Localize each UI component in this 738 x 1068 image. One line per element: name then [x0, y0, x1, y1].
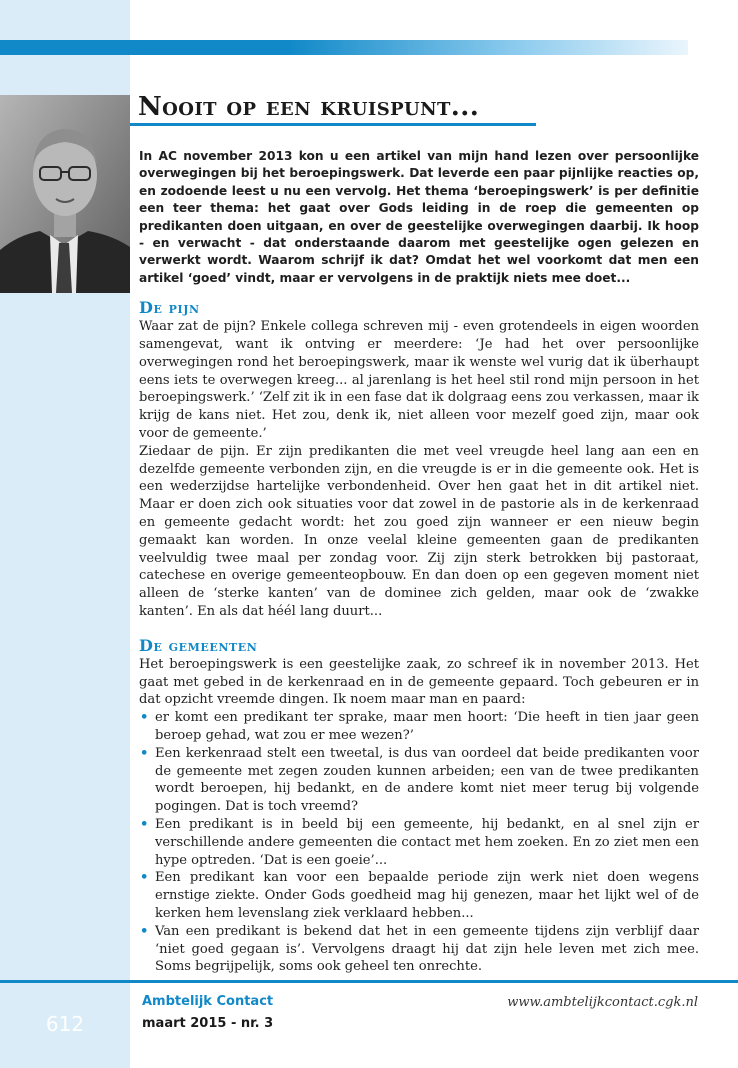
issue-date: maart 2015 - nr. 3: [142, 1016, 274, 1031]
section-pijn-paragraph-2: Ziedaar de pijn. Er zijn predikanten die met veel vreugde heel lang aan een en dezelfde gemeente verbonden zijn, en die vreugde is er in die gemeente ook. Het is een wederzijdse hartelijke verbondenheid. Over hen gaat het in dit artikel niet. Maar er doen zich ook situaties voor dat zowel in de pastorie als in de kerkenraad en gemeente gedacht wordt: het zou goed zijn wanneer er een nieuw begin gemaakt kan worden. In onze veelal kleine gemeenten gaan de predikanten veelvuldig twee maal per zondag voor. Zij zijn sterk betrokken bij pastoraat, catechese en overige gemeenteopbouw. En dan doen op een gegeven moment niet alleen de ‘sterke kanten’ van de dominee zich gelden, maar ook de ‘zwakke kanten’. En als dat héél lang duurt...: [139, 443, 699, 619]
section-heading-pijn: De pijn: [139, 298, 200, 318]
list-item-text: Een predikant kan voor een bepaalde periode zijn werk niet doen wegens ernstige ziekte. Onder Gods goedheid mag hij genezen, maar het lijkt wel of de kerken hem levenslang ziek verklaard hebben...: [155, 870, 699, 921]
list-item: [139, 745, 699, 816]
author-portrait-icon: [0, 95, 130, 293]
list-item-text: er komt een predikant ter sprake, maar men hoort: ‘Die heeft in tien jaar geen beroep gehad, wat zou er mee wezen?’: [155, 710, 699, 743]
bullet-dot-icon: •: [140, 923, 149, 939]
section-gemeenten-paragraph: Het beroepingswerk is een geestelijke zaak, zo schreef ik in november 2013. Het gaat met gebed in de kerkenraad en in de gemeente gepaard. Toch gebeuren er in dat opzicht vreemde dingen. Ik noem maar man en paard:: [139, 656, 699, 708]
top-gradient-bar: [0, 40, 688, 55]
list-item: [139, 709, 699, 745]
bullet-dot-icon: •: [140, 710, 149, 726]
list-item: [139, 816, 699, 869]
bullet-dot-icon: •: [140, 870, 149, 886]
bullet-dot-icon: •: [140, 816, 149, 832]
list-item-text: Een kerkenraad stelt een tweetal, is dus van oordeel dat beide predikanten voor de gemeente met zegen zouden kunnen arbeiden; een van de twee predikanten wordt beroepen, hij bedankt, en de andere komt niet meer terug bij volgende pogingen. Dat is toch vreemd?: [155, 745, 699, 815]
title-underline: [130, 123, 536, 126]
list-item: [139, 869, 699, 922]
footer-rule: [0, 980, 738, 983]
author-photo: [0, 95, 130, 293]
list-item-text: Een predikant is in beeld bij een gemeente, hij bedankt, en al snel zijn er verschillende andere gemeenten die contact met hem zoeken. En zo ziet men een hype optreden. ‘Dat is een goeie’...: [155, 816, 699, 868]
bullet-list: [139, 709, 699, 976]
article-intro: In AC november 2013 kon u een artikel van mijn hand lezen over persoonlijke overwegingen bij het beroepingswerk. Dat leverde een paar pijnlijke reacties op, en zodoende leest u nu een vervolg. Het thema ‘beroepingswerk’ is per definitie een teer thema: het gaat over Gods leiding in de roep die gemeenten op predikanten doen uitgaan, en over de geestelijke overwegingen daarbij. Ik hoop - en verwacht - dat onderstaande daarom met geestelijke ogen gelezen en verwerkt wordt. Waarom schrijf ik dat? Omdat het wel voorkomt dat men een artikel ‘goed’ vindt, maar er vervolgens in de praktijk niets mee doet...: [139, 149, 699, 285]
publication-name: Ambtelijk Contact: [142, 994, 274, 1009]
article-title: Nooit op een kruispunt...: [138, 92, 480, 122]
article-body: [139, 148, 699, 976]
page-number: 612: [45, 1012, 85, 1036]
list-item-text: Van een predikant is bekend dat het in een gemeente tijdens zijn verblijf daar ‘niet goed gegaan is’. Vervolgens draagt hij dat zijn hele leven met zich mee. Soms begrijpelijk, soms ook geheel ten onrechte.: [155, 923, 699, 975]
section-heading-gemeenten: De gemeenten: [139, 635, 258, 655]
list-item: [139, 923, 699, 976]
section-pijn-paragraph-1: Waar zat de pijn? Enkele collega schreven mij - even grotendeels in eigen woorden samengevat, want ik ontving er meerdere: ‘Je had het over persoonlijke overwegingen rond het beroepingswerk, maar ik wenste wel vurig dat ik überhaupt eens iets te overwegen kreeg... al jarenlang is het heel stil rond mijn persoon in het beroepingswerk.’ ‘Zelf zit ik in een fase dat ik dolgraag eens zou verkassen, maar ik krijg de kans niet. Het zou, denk ik, niet alleen voor mezelf goed zijn, maar ook voor de gemeente.’: [139, 319, 699, 442]
bullet-dot-icon: •: [140, 745, 149, 761]
website-link[interactable]: www.ambtelijkcontact.cgk.nl: [507, 995, 698, 1010]
